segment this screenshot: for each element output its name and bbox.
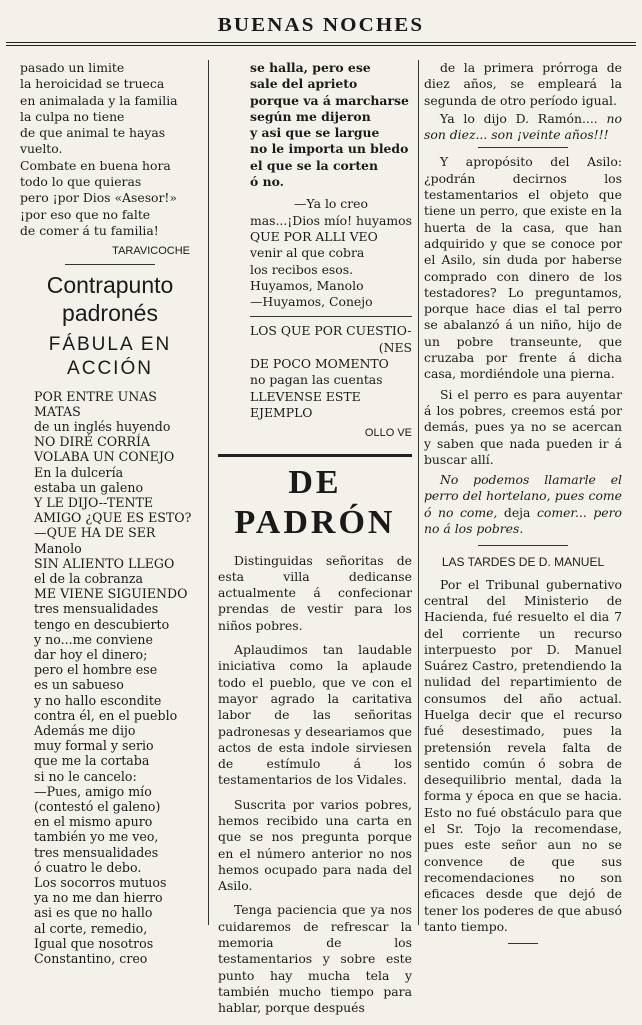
- fable-line: según me dijeron: [250, 108, 371, 124]
- masthead: [0, 0, 642, 46]
- paragraph-6: Por el Tribunal gubernativo central del Ministerio de Hacienda, fué resuelto el dia 7 del corriente un recurso interpuesto por D. Manuel Suárez Castro, pretendiendo la nulidad del repartimiento de consumos del año actual. Huelga decir que el recurso fué desestimado, pues la pretensión revela falta de sentido común ó sobra de desequilibrio mental, dada la forma y época en que se hacia. Esto no fué obstáculo para que el Sr. Tojo la recomendase, pues este señor aun no se convence de que sus recomendaciones no son eficaces desde que dejó de tener los poderes de que abusó tanto tiempo.: [424, 576, 622, 934]
- rule-1: [478, 147, 568, 148]
- article-heading-manuel: LAS TARDES DE D. MANUEL: [441, 555, 605, 570]
- fable-line: asi es que no hallo: [34, 905, 153, 921]
- dialog-line: mas...¡Dios mío! huyamos: [250, 212, 412, 228]
- fable-signature: OLLO VE: [364, 427, 412, 440]
- dialog-line: los recibos esos.: [250, 261, 354, 277]
- fable-line: el de la cobranza: [34, 571, 144, 586]
- fable-line: pero el hombre ese: [34, 662, 158, 678]
- fable-line: VOLABA UN CONEJO: [34, 449, 175, 465]
- fable-line: POR ENTRE UNAS MATAS: [34, 388, 157, 419]
- fable-line: no le importa un bledo: [250, 141, 409, 157]
- rule-2: [478, 545, 568, 546]
- paragraph-3: Y apropósito del Asilo: ¿podrán decirnos los testamentarios el objeto que tiene un perro, que existe en la huerta de la casa, que han adquirido y que se conoce por el Asilo, sin duda por haberse comprado con dinero de los testadores? Lo preguntamos, porque hace dias el tal perro se abalanzó á un niño, hijo de un pobre transeunte, que cruzaba por frente á dicha casa, mordiéndole una pierna.: [424, 154, 622, 382]
- fable-line: si no le cancelo:: [34, 768, 137, 784]
- paragraph-5: [424, 472, 622, 537]
- fable-line: estaba un galeno: [34, 479, 144, 495]
- fable-line: NO DIRÉ CORRÍA: [34, 434, 151, 450]
- fable-line: En la dulcería: [34, 464, 124, 480]
- fable-line: también yo me veo,: [34, 829, 159, 845]
- section-paragraph: Tenga paciencia que ya nos cuidaremos de refrescar la memoria de los testamentarios y sobre este punto hay mucha tela y también mucho tiempo para hablar, porque después: [218, 902, 412, 1016]
- fable-line: tengo en descubierto: [34, 616, 170, 632]
- fable-line: Y LE DIJO--TENTE: [34, 494, 154, 510]
- fable-line: ya no me dan hierro: [34, 890, 163, 906]
- section-paragraph: Suscrita por varios pobres, hemos recibido una carta en que se nos pregunta porque en el número anterior no nos hemos ocupado para nada del Asilo.: [218, 796, 412, 894]
- fable-line: dar hoy el dinero;: [34, 647, 148, 663]
- poem-line: todo lo que quieras: [20, 174, 142, 190]
- dialog-line: —Huyamos, Conejo: [250, 294, 373, 310]
- fable-line: y asi que se largue: [250, 125, 380, 141]
- paragraph-2-italic: no son diez... son ¡veinte años!!!: [424, 110, 622, 143]
- masthead-rule-top: [6, 42, 636, 43]
- column-divider-1: [208, 60, 209, 925]
- article-subheading: FÁBULA EN ACCIÓN: [48, 333, 172, 379]
- fable-line: tres mensualidades: [34, 601, 159, 617]
- column-middle: [218, 60, 412, 1025]
- fable-dialog: [218, 196, 412, 310]
- section-paragraphs: [218, 553, 412, 1017]
- fable-line: al corte, remedio,: [34, 920, 148, 936]
- dialog-line: —Ya lo creo: [294, 196, 368, 212]
- fable-line: y no...me conviene: [34, 631, 153, 647]
- fable-line: se halla, pero ese: [250, 60, 371, 75]
- fable-line: ó cuatro le debo.: [34, 859, 142, 875]
- poem-ending: [20, 60, 200, 239]
- column-right: [424, 60, 622, 948]
- fable-line: de un inglés huyendo: [34, 418, 171, 434]
- section-paragraph: Aplaudimos tan laudable iniciativa como la aplaude todo el pueblo, que ve con el mayor agrado la caritativa labor de las señoritas padronesas y deseariamos que actos de esta indole sirviesen de estímulo á los testamentarios de los Vidales.: [218, 642, 412, 788]
- fable-line: tres mensualidades: [34, 844, 159, 860]
- poem-line: la culpa no tiene: [20, 108, 125, 124]
- article-heading: Contrapunto padronés: [46, 271, 174, 326]
- paragraph-5-italic-a: No podemos llamarle el perro del hortelano, pues come ó no come,: [424, 472, 622, 520]
- fable-line: el que se la corten: [250, 157, 378, 173]
- fable-text: [20, 389, 200, 967]
- poem-line: pasado un limite: [20, 60, 125, 75]
- column-divider-2: [418, 60, 419, 925]
- fable-line: muy formal y serio: [34, 738, 154, 754]
- section-paragraph: Distinguidas señoritas de esta villa dedicanse actualmente á confecionar prendas de vestir para los niños pobres.: [218, 552, 412, 633]
- moral-line: DE POCO MOMENTO: [250, 356, 389, 372]
- fable-divider: [250, 316, 412, 317]
- moral-line: no pagan las cuentas: [250, 372, 383, 388]
- signature-rule: [65, 264, 155, 265]
- moral-line: (NES: [378, 339, 412, 355]
- paragraph-2-plain: Ya lo dijo D. Ramón....: [440, 110, 598, 126]
- fable-line: y no hallo escondite: [34, 692, 162, 708]
- dialog-line: venir al que cobra: [250, 245, 365, 261]
- fable-line: sale del aprieto: [250, 76, 358, 92]
- fable-line: ME VIENE SIGUIENDO: [34, 586, 188, 602]
- moral-line: LOS QUE POR CUESTIO-: [250, 323, 412, 339]
- fable-line: AMIGO ¿QUE ES ESTO?: [34, 510, 192, 526]
- dialog-line: Huyamos, Manolo: [250, 277, 364, 293]
- fable-line: en el mismo apuro: [34, 814, 153, 830]
- poem-line: pero ¡por Dios «Asesor!»: [20, 190, 177, 206]
- fable-line: ó no.: [250, 174, 284, 190]
- fable-moral: [218, 323, 412, 421]
- fable-line: es un sabueso: [34, 677, 124, 693]
- paragraph-1: de la primera prórroga de diez años, se empleará la segunda de otro período igual.: [424, 60, 622, 108]
- poem-line: Combate en buena hora: [20, 157, 171, 173]
- poem-line: en animalada y la familia: [20, 92, 178, 108]
- moral-line: LLEVENSE ESTE EJEMPLO: [250, 388, 361, 420]
- paragraph-5-plain: deja: [503, 504, 531, 520]
- paragraph-5-italic-b: comer... pero no á los pobres.: [424, 504, 622, 537]
- column-left: [20, 60, 200, 966]
- poem-line: de que animal te hayas vuelto.: [20, 125, 166, 157]
- masthead-rule-bottom: [6, 45, 636, 46]
- fable-line: (contestó el galeno): [34, 799, 161, 815]
- fable-line: Además me dijo: [34, 723, 136, 739]
- fable-line: Igual que nosotros: [34, 935, 154, 951]
- poem-line: de comer á tu familia!: [20, 222, 159, 238]
- newspaper-title: BUENAS NOCHES: [217, 14, 425, 36]
- end-mark: [508, 943, 538, 944]
- paragraph-4: Si el perro es para auyentar á los pobres, creemos está por demás, pues ya no se acercan y saben que nada pueden ir á buscar allí.: [424, 386, 622, 467]
- section-title: DE PADRÓN: [218, 454, 412, 543]
- fable-line: que me la cortaba: [34, 753, 150, 769]
- fable-line: SIN ALIENTO LLEGO: [34, 555, 175, 571]
- fable-line: porque va á marcharse: [250, 92, 409, 108]
- fable-line: contra él, en el pueblo: [34, 707, 178, 723]
- poem-line: la heroicidad se trueca: [20, 76, 165, 92]
- fable-line: —QUE HA DE SER Manolo: [34, 525, 156, 556]
- dialog-line: QUE POR ALLI VEO: [250, 228, 378, 244]
- poem-line: ¡por eso que no falte: [20, 206, 151, 222]
- paragraph-2: [424, 111, 622, 144]
- fable-continuation: [218, 60, 412, 190]
- fable-line: Constantino, creo: [34, 951, 148, 967]
- poem-signature: TARAVICOCHE: [112, 245, 190, 258]
- fable-line: —Pues, amigo mío: [34, 783, 152, 799]
- fable-line: Los socorros mutuos: [34, 875, 167, 891]
